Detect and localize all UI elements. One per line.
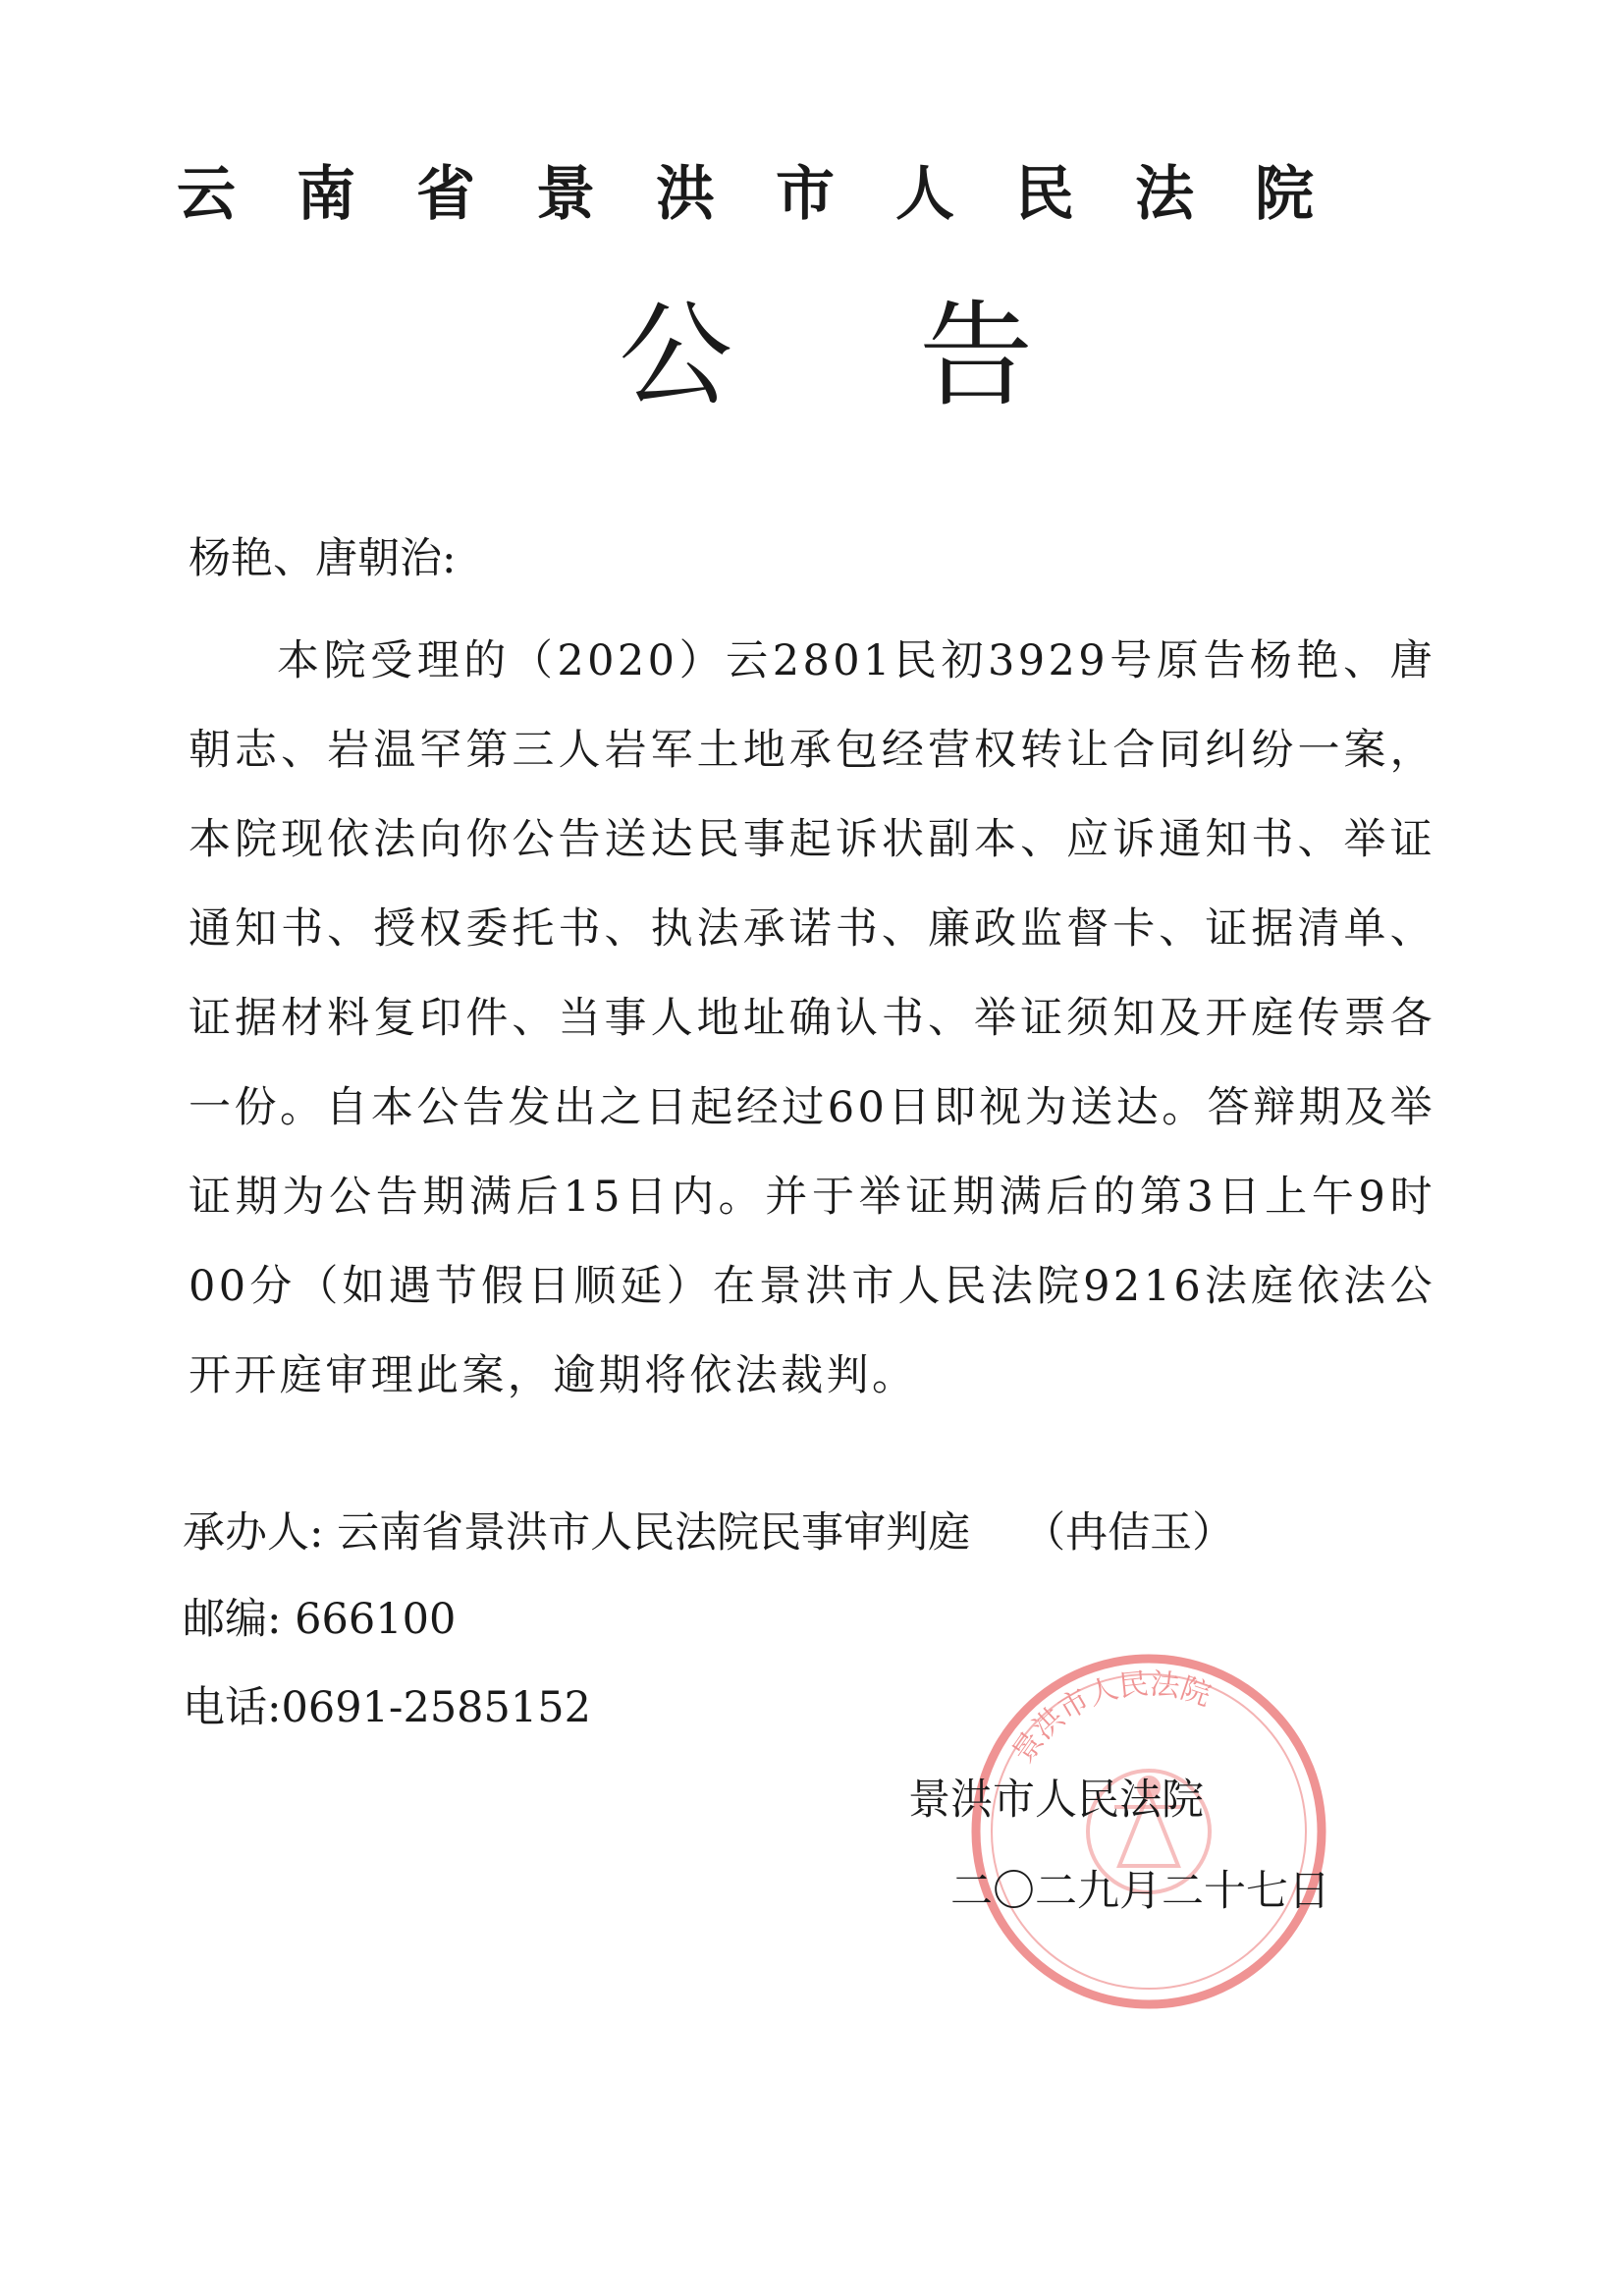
phone-value: 0691-2585152	[281, 1683, 591, 1732]
seal-outer-ring	[976, 1659, 1322, 2004]
handler-line	[183, 1508, 1235, 1558]
signature-court-name: 景洪市人民法院	[908, 1776, 1204, 1825]
postcode-line	[183, 1595, 457, 1644]
postcode-label: 邮编:	[183, 1595, 282, 1644]
court-seal-stamp	[967, 1650, 1330, 2013]
handler-label: 承办人:	[183, 1508, 324, 1558]
announcement-body: 本院受理的（2020）云2801民初3929号原告杨艳、唐朝志、岩温罕第三人岩军土地承包经营权转让合同纠纷一案，本院现依法向你公告送达民事起诉状副本、应诉通知书、举证通知书、授权委托书、执法承诺书、廉政监督卡、证据清单、证据材料复印件、当事人地址确认书、举证须知及开庭传票各一份。自本公告发出之日起经过60日即视为送达。答辩期及举证期为公告期满后15日内。并于举证期满后的第3日上午9时00分（如遇节假日顺延）在景洪市人民法院9216法庭依法公开开庭审理此案，逾期将依法裁判。	[189, 636, 1435, 1400]
phone-label: 电话:	[183, 1683, 282, 1732]
signature-date: 二〇二九月二十七日	[950, 1867, 1330, 1916]
phone-line	[183, 1683, 591, 1732]
seal-ring-text: 景洪市人民法院	[1005, 1667, 1216, 1770]
postcode-value: 666100	[295, 1595, 457, 1644]
addressee: 杨艳、唐朝治:	[189, 534, 457, 583]
seal-inner-ring	[992, 1674, 1306, 1989]
handler-name: （冉佶玉）	[1023, 1508, 1235, 1558]
handler-department: 云南省景洪市人民法院民事审判庭	[337, 1508, 971, 1558]
document-title: 公告	[619, 290, 1219, 422]
court-header: 云南省景洪市人民法院	[177, 160, 1375, 229]
